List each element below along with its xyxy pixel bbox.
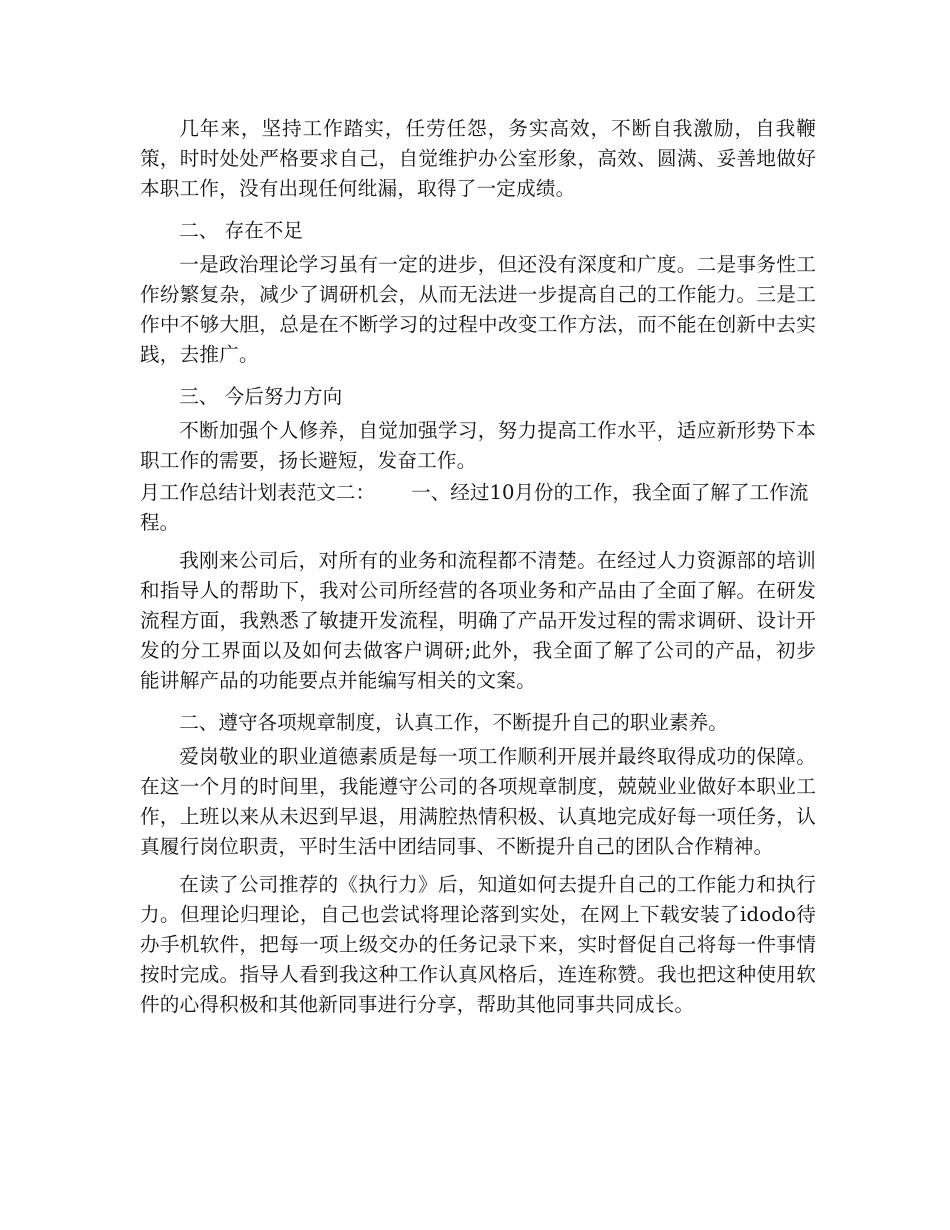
document-body [140, 114, 816, 1020]
paragraph-future-direction: 不断加强个人修养，自觉加强学习，努力提高工作水平，适应新形势下本职工作的需要，扬长避短，发奋工作。 [140, 419, 816, 472]
paragraph-professional-ethics: 爱岗敬业的职业道德素质是每一项工作顺利开展并最终取得成功的保障。在这一个月的时间里，我能遵守公司的各项规章制度，兢兢业业做好本职业工作，上班以来从未迟到早退，用满腔热情积极、认真地完成好每一项任务，认真履行岗位职责，平时生活中团结同事、不断提升自己的团队合作精神。 [140, 745, 816, 858]
heading-shortcomings: 二、 存在不足 [179, 219, 303, 242]
sample-two-title: 月工作总结计划表范文二： [140, 481, 376, 504]
sample-two-title-line [140, 478, 816, 508]
heading-future-direction: 三、 今后努力方向 [179, 385, 343, 408]
paragraph-summary: 几年来，坚持工作踏实，任劳任怨，务实高效，不断自我激励，自我鞭策，时时处处严格要求自己，自觉维护办公室形象，高效、圆满、妥善地做好本职工作，没有出现任何纰漏，取得了一定成绩。 [140, 117, 816, 200]
sample-two-point-one-continued: 程。 [140, 511, 180, 534]
heading-rules-compliance: 二、遵守各项规章制度，认真工作，不断提升自己的职业素养。 [179, 711, 728, 734]
paragraph-execution: 在读了公司推荐的《执行力》后，知道如何去提升自己的工作能力和执行力。但理论归理论，自己也尝试将理论落到实处，在网上下载安装了idodo待办手机软件，把每一项上级交办的任务记录下来，实时督促自己将每一件事情按时完成。指导人看到我这种工作认真风格后，连连称赞。我也把这种使用软件的心得积极和其他新同事进行分享，帮助其他同事共同成长。 [140, 873, 816, 1016]
paragraph-shortcomings: 一是政治理论学习虽有一定的进步，但还没有深度和广度。二是事务性工作纷繁复杂，减少了调研机会，从而无法进一步提高自己的工作能力。三是工作中不够大胆，总是在不断学习的过程中改变工作方法，而不能在创新中去实践，去推广。 [140, 253, 816, 366]
sample-two-point-one: 一、经过10月份的工作，我全面了解了工作流 [411, 481, 809, 504]
paragraph-learning-process: 我刚来公司后，对所有的业务和流程都不清楚。在经过人力资源部的培训和指导人的帮助下，我对公司所经营的各项业务和产品由了全面了解。在研发流程方面，我熟悉了敏捷开发流程，明确了产品开发过程的需求调研、设计开发的分工界面以及如何去做客户调研;此外，我全面了解了公司的产品，初步能讲解产品的功能要点并能编写相关的文案。 [140, 549, 816, 692]
